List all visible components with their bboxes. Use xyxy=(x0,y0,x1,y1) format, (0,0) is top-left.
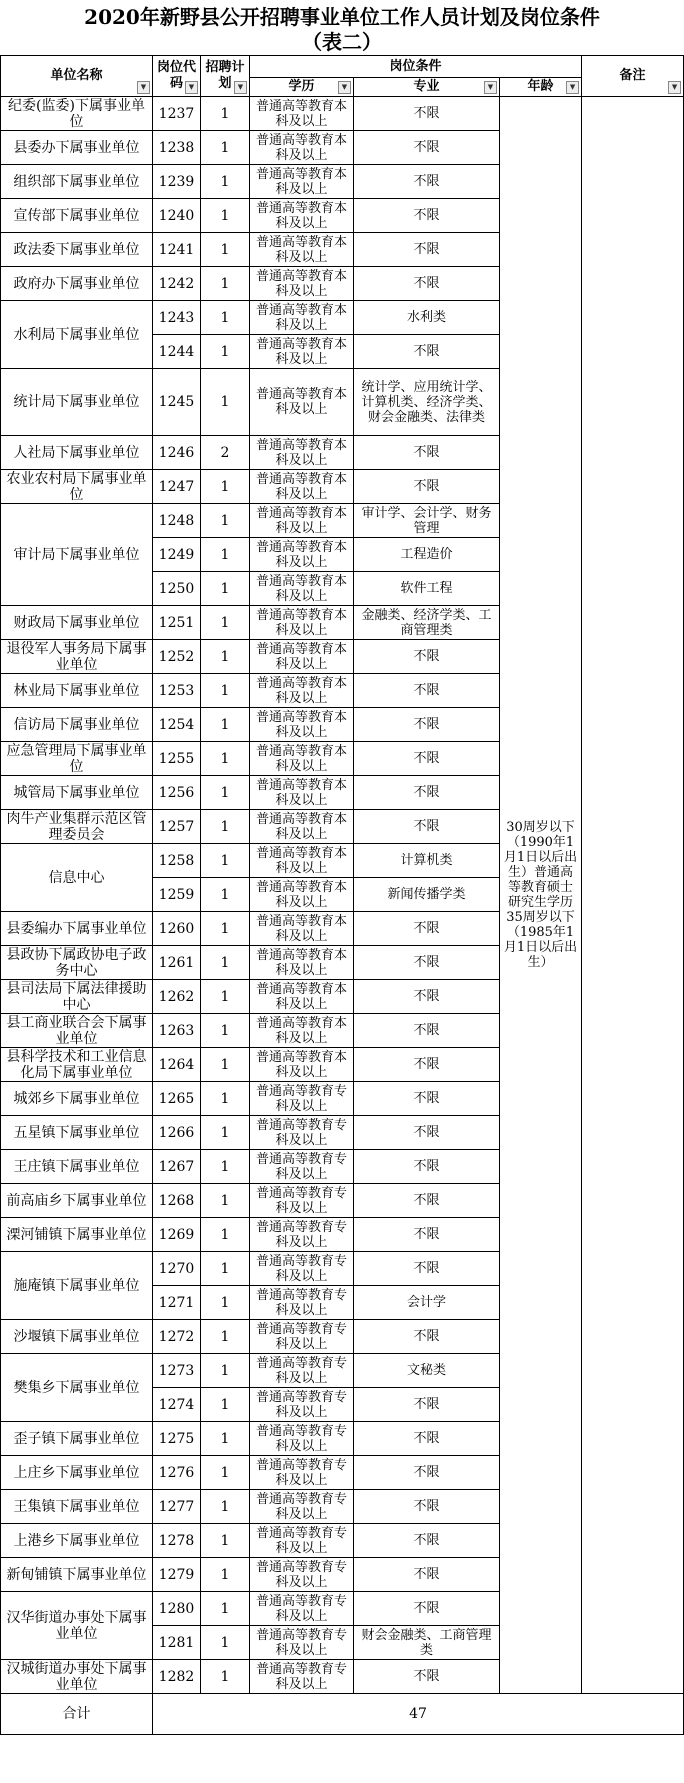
recruit-count-cell: 1 xyxy=(201,1490,250,1524)
position-code-cell: 1281 xyxy=(153,1626,201,1660)
position-code-cell: 1261 xyxy=(153,946,201,980)
position-code-cell: 1242 xyxy=(153,267,201,301)
header-major-label: 专业 xyxy=(413,79,440,94)
position-code-cell: 1237 xyxy=(153,97,201,131)
education-cell: 普通高等教育专科及以上 xyxy=(250,1558,354,1592)
unit-name-cell: 纪委(监委)下属事业单位 xyxy=(1,97,153,131)
position-code-cell: 1268 xyxy=(153,1184,201,1218)
major-cell: 不限 xyxy=(354,640,500,674)
position-code-cell: 1279 xyxy=(153,1558,201,1592)
position-code-cell: 1241 xyxy=(153,233,201,267)
major-cell: 不限 xyxy=(354,1218,500,1252)
unit-name-cell: 县政协下属政协电子政务中心 xyxy=(1,946,153,980)
unit-name-cell: 县工商业联合会下属事业单位 xyxy=(1,1014,153,1048)
position-code-cell: 1276 xyxy=(153,1456,201,1490)
education-cell: 普通高等教育本科及以上 xyxy=(250,97,354,131)
major-cell: 不限 xyxy=(354,97,500,131)
education-cell: 普通高等教育本科及以上 xyxy=(250,810,354,844)
recruit-count-cell: 1 xyxy=(201,1048,250,1082)
recruit-count-cell: 1 xyxy=(201,1218,250,1252)
recruit-count-cell: 1 xyxy=(201,674,250,708)
unit-name-cell: 歪子镇下属事业单位 xyxy=(1,1422,153,1456)
education-cell: 普通高等教育本科及以上 xyxy=(250,776,354,810)
education-cell: 普通高等教育专科及以上 xyxy=(250,1490,354,1524)
education-cell: 普通高等教育本科及以上 xyxy=(250,606,354,640)
header-code-label: 岗位代码 xyxy=(156,60,196,91)
major-cell: 工程造价 xyxy=(354,538,500,572)
recruit-count-cell: 1 xyxy=(201,538,250,572)
recruit-count-cell: 1 xyxy=(201,233,250,267)
education-cell: 普通高等教育专科及以上 xyxy=(250,1150,354,1184)
recruitment-table xyxy=(0,55,684,1735)
major-cell: 不限 xyxy=(354,1558,500,1592)
position-code-cell: 1282 xyxy=(153,1660,201,1694)
education-cell: 普通高等教育本科及以上 xyxy=(250,674,354,708)
education-cell: 普通高等教育专科及以上 xyxy=(250,1082,354,1116)
recruit-count-cell: 1 xyxy=(201,606,250,640)
recruit-count-cell: 1 xyxy=(201,1320,250,1354)
education-cell: 普通高等教育本科及以上 xyxy=(250,267,354,301)
major-cell: 不限 xyxy=(354,1014,500,1048)
position-code-cell: 1243 xyxy=(153,301,201,335)
education-cell: 普通高等教育本科及以上 xyxy=(250,436,354,470)
unit-name-cell: 城管局下属事业单位 xyxy=(1,776,153,810)
unit-name-cell: 樊集乡下属事业单位 xyxy=(1,1354,153,1422)
unit-name-cell: 政法委下属事业单位 xyxy=(1,233,153,267)
unit-name-cell: 新甸铺镇下属事业单位 xyxy=(1,1558,153,1592)
filter-dropdown-icon[interactable]: ▼ xyxy=(137,81,150,94)
education-cell: 普通高等教育专科及以上 xyxy=(250,1660,354,1694)
unit-name-cell: 林业局下属事业单位 xyxy=(1,674,153,708)
major-cell: 不限 xyxy=(354,436,500,470)
unit-name-cell: 汉华街道办事处下属事业单位 xyxy=(1,1592,153,1660)
unit-name-cell: 审计局下属事业单位 xyxy=(1,504,153,606)
position-code-cell: 1280 xyxy=(153,1592,201,1626)
header-conditions: 岗位条件 xyxy=(250,56,582,78)
header-unit xyxy=(1,56,153,97)
position-code-cell: 1254 xyxy=(153,708,201,742)
major-cell: 不限 xyxy=(354,1320,500,1354)
major-cell: 不限 xyxy=(354,1082,500,1116)
recruit-count-cell: 1 xyxy=(201,1082,250,1116)
position-code-cell: 1274 xyxy=(153,1388,201,1422)
education-cell: 普通高等教育本科及以上 xyxy=(250,1048,354,1082)
recruit-count-cell: 1 xyxy=(201,1524,250,1558)
position-code-cell: 1273 xyxy=(153,1354,201,1388)
education-cell: 普通高等教育本科及以上 xyxy=(250,538,354,572)
recruit-count-cell: 1 xyxy=(201,810,250,844)
table-body xyxy=(1,97,684,1694)
major-cell: 不限 xyxy=(354,946,500,980)
education-cell: 普通高等教育本科及以上 xyxy=(250,1014,354,1048)
major-cell: 不限 xyxy=(354,131,500,165)
major-cell: 不限 xyxy=(354,1592,500,1626)
major-cell: 新闻传播学类 xyxy=(354,878,500,912)
major-cell: 不限 xyxy=(354,1524,500,1558)
position-code-cell: 1239 xyxy=(153,165,201,199)
total-value: 47 xyxy=(153,1694,684,1735)
major-cell: 审计学、会计学、财务管理 xyxy=(354,504,500,538)
unit-name-cell: 施庵镇下属事业单位 xyxy=(1,1252,153,1320)
major-cell: 不限 xyxy=(354,810,500,844)
position-code-cell: 1257 xyxy=(153,810,201,844)
education-cell: 普通高等教育本科及以上 xyxy=(250,335,354,369)
unit-name-cell: 统计局下属事业单位 xyxy=(1,369,153,436)
unit-name-cell: 五星镇下属事业单位 xyxy=(1,1116,153,1150)
unit-name-cell: 王集镇下属事业单位 xyxy=(1,1490,153,1524)
unit-name-cell: 应急管理局下属事业单位 xyxy=(1,742,153,776)
education-cell: 普通高等教育专科及以上 xyxy=(250,1116,354,1150)
recruit-count-cell: 1 xyxy=(201,742,250,776)
education-cell: 普通高等教育本科及以上 xyxy=(250,572,354,606)
major-cell: 不限 xyxy=(354,742,500,776)
recruit-count-cell: 1 xyxy=(201,97,250,131)
position-code-cell: 1238 xyxy=(153,131,201,165)
position-code-cell: 1275 xyxy=(153,1422,201,1456)
position-code-cell: 1256 xyxy=(153,776,201,810)
recruit-count-cell: 1 xyxy=(201,1150,250,1184)
education-cell: 普通高等教育本科及以上 xyxy=(250,504,354,538)
recruit-count-cell: 1 xyxy=(201,199,250,233)
remark-cell xyxy=(582,97,684,1694)
education-cell: 普通高等教育本科及以上 xyxy=(250,199,354,233)
major-cell: 不限 xyxy=(354,1660,500,1694)
recruit-count-cell: 1 xyxy=(201,470,250,504)
recruit-count-cell: 1 xyxy=(201,1354,250,1388)
unit-name-cell: 县委办下属事业单位 xyxy=(1,131,153,165)
major-cell: 不限 xyxy=(354,165,500,199)
position-code-cell: 1265 xyxy=(153,1082,201,1116)
unit-name-cell: 上港乡下属事业单位 xyxy=(1,1524,153,1558)
education-cell: 普通高等教育本科及以上 xyxy=(250,912,354,946)
major-cell: 财会金融类、工商管理类 xyxy=(354,1626,500,1660)
education-cell: 普通高等教育本科及以上 xyxy=(250,301,354,335)
unit-name-cell: 肉牛产业集群示范区管理委员会 xyxy=(1,810,153,844)
unit-name-cell: 城郊乡下属事业单位 xyxy=(1,1082,153,1116)
major-cell: 不限 xyxy=(354,1388,500,1422)
education-cell: 普通高等教育专科及以上 xyxy=(250,1184,354,1218)
major-cell: 不限 xyxy=(354,267,500,301)
education-cell: 普通高等教育本科及以上 xyxy=(250,708,354,742)
position-code-cell: 1244 xyxy=(153,335,201,369)
unit-name-cell: 政府办下属事业单位 xyxy=(1,267,153,301)
unit-name-cell: 财政局下属事业单位 xyxy=(1,606,153,640)
position-code-cell: 1270 xyxy=(153,1252,201,1286)
unit-name-cell: 县科学技术和工业信息化局下属事业单位 xyxy=(1,1048,153,1082)
unit-name-cell: 县司法局下属法律援助中心 xyxy=(1,980,153,1014)
position-code-cell: 1267 xyxy=(153,1150,201,1184)
education-cell: 普通高等教育本科及以上 xyxy=(250,742,354,776)
education-cell: 普通高等教育本科及以上 xyxy=(250,946,354,980)
recruit-count-cell: 1 xyxy=(201,1456,250,1490)
unit-name-cell: 沙堰镇下属事业单位 xyxy=(1,1320,153,1354)
major-cell: 不限 xyxy=(354,674,500,708)
education-cell: 普通高等教育本科及以上 xyxy=(250,369,354,436)
position-code-cell: 1266 xyxy=(153,1116,201,1150)
position-code-cell: 1249 xyxy=(153,538,201,572)
filter-dropdown-icon[interactable]: ▼ xyxy=(338,81,351,94)
major-cell: 统计学、应用统计学、计算机类、经济学类、财会金融类、法律类 xyxy=(354,369,500,436)
major-cell: 不限 xyxy=(354,199,500,233)
education-cell: 普通高等教育本科及以上 xyxy=(250,878,354,912)
education-cell: 普通高等教育专科及以上 xyxy=(250,1592,354,1626)
education-cell: 普通高等教育专科及以上 xyxy=(250,1218,354,1252)
recruit-count-cell: 1 xyxy=(201,301,250,335)
education-cell: 普通高等教育专科及以上 xyxy=(250,1354,354,1388)
unit-name-cell: 信访局下属事业单位 xyxy=(1,708,153,742)
unit-name-cell: 县委编办下属事业单位 xyxy=(1,912,153,946)
recruit-count-cell: 1 xyxy=(201,640,250,674)
unit-name-cell: 溧河铺镇下属事业单位 xyxy=(1,1218,153,1252)
unit-name-cell: 人社局下属事业单位 xyxy=(1,436,153,470)
recruit-count-cell: 1 xyxy=(201,1660,250,1694)
major-cell: 不限 xyxy=(354,1150,500,1184)
education-cell: 普通高等教育本科及以上 xyxy=(250,131,354,165)
total-row xyxy=(1,1694,684,1735)
recruit-count-cell: 1 xyxy=(201,1116,250,1150)
education-cell: 普通高等教育专科及以上 xyxy=(250,1524,354,1558)
recruit-count-cell: 1 xyxy=(201,131,250,165)
major-cell: 不限 xyxy=(354,1456,500,1490)
filter-dropdown-icon[interactable]: ▼ xyxy=(234,81,247,94)
major-cell: 不限 xyxy=(354,1048,500,1082)
header-count-label: 招聘计划 xyxy=(205,60,245,91)
recruit-count-cell: 1 xyxy=(201,776,250,810)
total-label: 合计 xyxy=(1,1694,153,1735)
education-cell: 普通高等教育本科及以上 xyxy=(250,980,354,1014)
position-code-cell: 1264 xyxy=(153,1048,201,1082)
header-code xyxy=(153,56,201,97)
header-remark-label: 备注 xyxy=(619,68,646,83)
recruit-count-cell: 1 xyxy=(201,980,250,1014)
major-cell: 不限 xyxy=(354,1422,500,1456)
education-cell: 普通高等教育专科及以上 xyxy=(250,1320,354,1354)
position-code-cell: 1262 xyxy=(153,980,201,1014)
major-cell: 不限 xyxy=(354,1252,500,1286)
recruit-count-cell: 1 xyxy=(201,267,250,301)
recruit-count-cell: 1 xyxy=(201,1252,250,1286)
position-code-cell: 1253 xyxy=(153,674,201,708)
position-code-cell: 1260 xyxy=(153,912,201,946)
table-row xyxy=(1,97,684,131)
recruit-count-cell: 1 xyxy=(201,369,250,436)
unit-name-cell: 前高庙乡下属事业单位 xyxy=(1,1184,153,1218)
filter-dropdown-icon[interactable]: ▼ xyxy=(566,81,579,94)
recruit-count-cell: 1 xyxy=(201,1388,250,1422)
position-code-cell: 1259 xyxy=(153,878,201,912)
education-cell: 普通高等教育本科及以上 xyxy=(250,233,354,267)
recruit-count-cell: 1 xyxy=(201,1286,250,1320)
header-edu xyxy=(250,78,354,97)
major-cell: 不限 xyxy=(354,233,500,267)
education-cell: 普通高等教育本科及以上 xyxy=(250,165,354,199)
education-cell: 普通高等教育专科及以上 xyxy=(250,1252,354,1286)
position-code-cell: 1271 xyxy=(153,1286,201,1320)
recruit-count-cell: 1 xyxy=(201,1014,250,1048)
major-cell: 不限 xyxy=(354,470,500,504)
page-title: 2020年新野县公开招聘事业单位工作人员计划及岗位条件 xyxy=(84,5,600,29)
unit-name-cell: 上庄乡下属事业单位 xyxy=(1,1456,153,1490)
education-cell: 普通高等教育专科及以上 xyxy=(250,1456,354,1490)
position-code-cell: 1263 xyxy=(153,1014,201,1048)
header-age-label: 年龄 xyxy=(527,79,554,94)
unit-name-cell: 汉城街道办事处下属事业单位 xyxy=(1,1660,153,1694)
major-cell: 金融类、经济学类、工商管理类 xyxy=(354,606,500,640)
education-cell: 普通高等教育专科及以上 xyxy=(250,1626,354,1660)
recruit-count-cell: 1 xyxy=(201,1422,250,1456)
education-cell: 普通高等教育专科及以上 xyxy=(250,1422,354,1456)
unit-name-cell: 宣传部下属事业单位 xyxy=(1,199,153,233)
major-cell: 计算机类 xyxy=(354,844,500,878)
recruit-count-cell: 1 xyxy=(201,335,250,369)
header-unit-label: 单位名称 xyxy=(50,68,103,83)
unit-name-cell: 信息中心 xyxy=(1,844,153,912)
major-cell: 不限 xyxy=(354,1116,500,1150)
recruit-count-cell: 1 xyxy=(201,165,250,199)
recruit-count-cell: 2 xyxy=(201,436,250,470)
position-code-cell: 1252 xyxy=(153,640,201,674)
unit-name-cell: 退役军人事务局下属事业单位 xyxy=(1,640,153,674)
filter-dropdown-icon[interactable]: ▼ xyxy=(484,81,497,94)
position-code-cell: 1247 xyxy=(153,470,201,504)
page-subtitle: （表二） xyxy=(302,30,382,54)
recruit-count-cell: 1 xyxy=(201,844,250,878)
recruit-count-cell: 1 xyxy=(201,1592,250,1626)
position-code-cell: 1269 xyxy=(153,1218,201,1252)
major-cell: 不限 xyxy=(354,776,500,810)
header-remark xyxy=(582,56,684,97)
position-code-cell: 1258 xyxy=(153,844,201,878)
recruit-count-cell: 1 xyxy=(201,708,250,742)
position-code-cell: 1250 xyxy=(153,572,201,606)
unit-name-cell: 组织部下属事业单位 xyxy=(1,165,153,199)
recruit-count-cell: 1 xyxy=(201,1184,250,1218)
header-edu-label: 学历 xyxy=(288,79,315,94)
position-code-cell: 1277 xyxy=(153,1490,201,1524)
header-major xyxy=(354,78,500,97)
education-cell: 普通高等教育本科及以上 xyxy=(250,844,354,878)
major-cell: 不限 xyxy=(354,335,500,369)
filter-dropdown-icon[interactable]: ▼ xyxy=(668,81,681,94)
recruit-count-cell: 1 xyxy=(201,1558,250,1592)
unit-name-cell: 王庄镇下属事业单位 xyxy=(1,1150,153,1184)
recruit-count-cell: 1 xyxy=(201,912,250,946)
education-cell: 普通高等教育专科及以上 xyxy=(250,1286,354,1320)
position-code-cell: 1248 xyxy=(153,504,201,538)
recruit-count-cell: 1 xyxy=(201,1626,250,1660)
major-cell: 水利类 xyxy=(354,301,500,335)
filter-dropdown-icon[interactable]: ▼ xyxy=(185,81,198,94)
major-cell: 软件工程 xyxy=(354,572,500,606)
recruit-count-cell: 1 xyxy=(201,572,250,606)
education-cell: 普通高等教育专科及以上 xyxy=(250,1388,354,1422)
position-code-cell: 1272 xyxy=(153,1320,201,1354)
unit-name-cell: 水利局下属事业单位 xyxy=(1,301,153,369)
major-cell: 不限 xyxy=(354,1490,500,1524)
major-cell: 不限 xyxy=(354,912,500,946)
position-code-cell: 1251 xyxy=(153,606,201,640)
education-cell: 普通高等教育本科及以上 xyxy=(250,640,354,674)
education-cell: 普通高等教育本科及以上 xyxy=(250,470,354,504)
position-code-cell: 1245 xyxy=(153,369,201,436)
major-cell: 会计学 xyxy=(354,1286,500,1320)
age-requirement-cell: 30周岁以下（1990年1月1日以后出生）普通高等教育硕士研究生学历35周岁以下（1985年1月1日以后出生） xyxy=(500,97,582,1694)
major-cell: 文秘类 xyxy=(354,1354,500,1388)
major-cell: 不限 xyxy=(354,708,500,742)
position-code-cell: 1246 xyxy=(153,436,201,470)
header-age xyxy=(500,78,582,97)
position-code-cell: 1278 xyxy=(153,1524,201,1558)
major-cell: 不限 xyxy=(354,1184,500,1218)
recruit-count-cell: 1 xyxy=(201,946,250,980)
position-code-cell: 1240 xyxy=(153,199,201,233)
header-count xyxy=(201,56,250,97)
recruit-count-cell: 1 xyxy=(201,878,250,912)
position-code-cell: 1255 xyxy=(153,742,201,776)
major-cell: 不限 xyxy=(354,980,500,1014)
recruit-count-cell: 1 xyxy=(201,504,250,538)
unit-name-cell: 农业农村局下属事业单位 xyxy=(1,470,153,504)
